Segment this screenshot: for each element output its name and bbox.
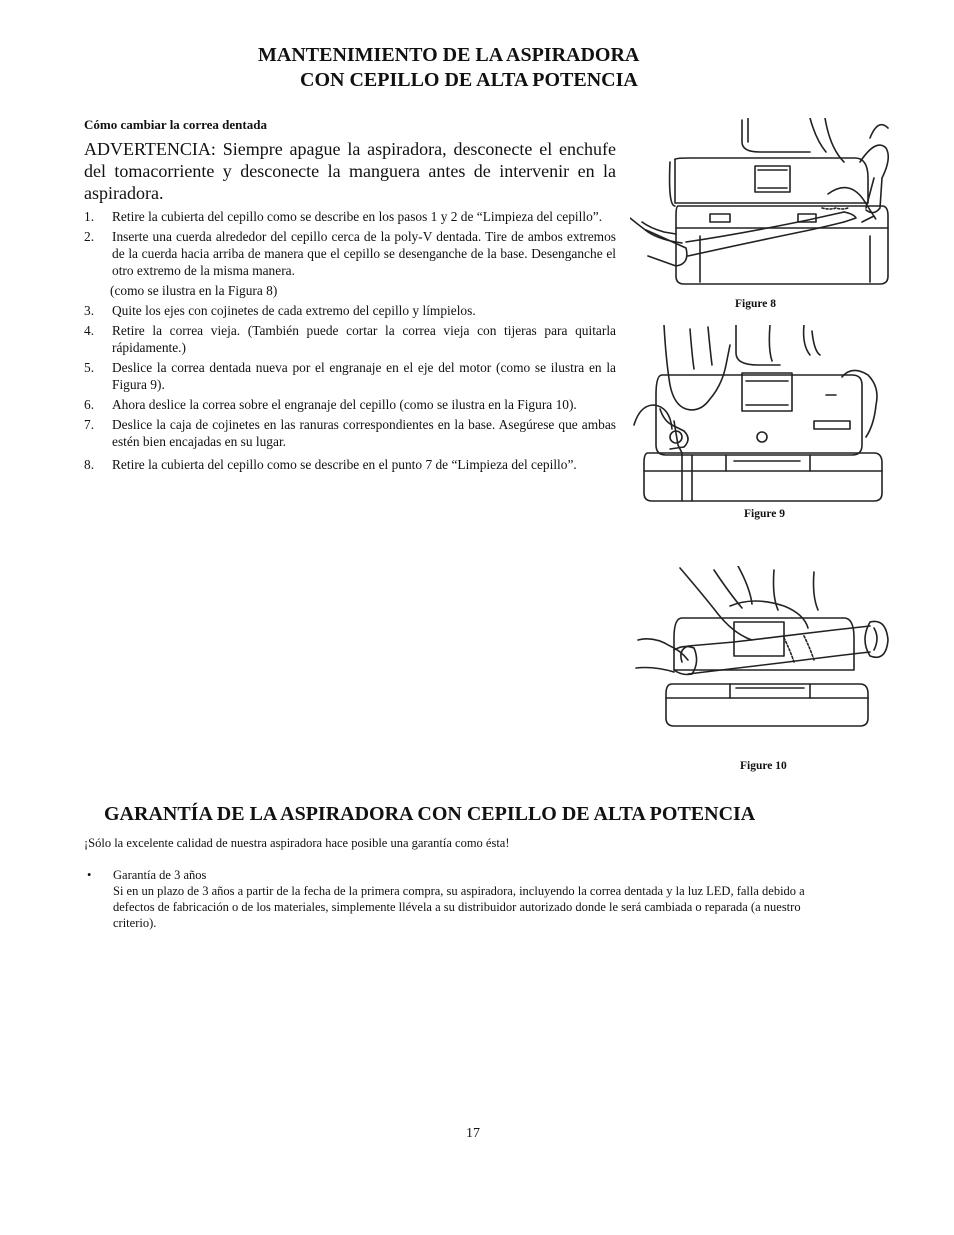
page-title-line-2: CON CEPILLO DE ALTA POTENCIA — [300, 69, 638, 91]
figure-9-caption: Figure 9 — [744, 508, 785, 520]
step-text: Quite los ejes con cojinetes de cada extremo del cepillo y límpielos. — [112, 303, 476, 318]
step-number: 5. — [84, 360, 95, 375]
vacuum-brush-removal-illustration-icon — [630, 118, 902, 286]
step-item — [84, 302, 616, 319]
page-title — [258, 43, 718, 93]
step-text: Retire la correa vieja. (También puede cortar la correa vieja con tijeras para quitarla rápidamente.) — [112, 323, 616, 355]
step-text: Deslice la caja de cojinetes en las ranuras correspondientes en la base. Asegúrese que ambas estén bien encajadas en su lugar. — [112, 417, 616, 449]
step-number: 2. — [84, 229, 95, 244]
warranty-item-title: Garantía de 3 años — [113, 868, 207, 882]
step-number: 7. — [84, 417, 95, 432]
page-number: 17 — [466, 1126, 480, 1141]
figure-8-caption: Figure 8 — [735, 298, 776, 310]
step-note: (como se ilustra en la Figura 8) — [110, 283, 278, 298]
step-text: Ahora deslice la correa sobre el engranaje del cepillo (como se ilustra en la Figura 10). — [112, 397, 577, 412]
step-number: 1. — [84, 209, 95, 224]
step-number: 4. — [84, 323, 95, 338]
figure-9 — [630, 325, 902, 507]
step-text: Retire la cubierta del cepillo como se describe en los pasos 1 y 2 de “Limpieza del cepillo”. — [112, 209, 603, 224]
steps-list — [84, 208, 616, 476]
step-text: Deslice la correa dentada nueva por el engranaje en el eje del motor (como se ilustra en la Figura 9). — [112, 360, 616, 392]
step-number: 8. — [84, 457, 95, 472]
warranty-item — [84, 867, 844, 931]
warranty-title: GARANTÍA DE LA ASPIRADORA CON CEPILLO DE ALTA POTENCIA — [104, 803, 756, 825]
step-item — [84, 208, 616, 225]
bullet-icon: • — [87, 868, 92, 882]
step-item — [84, 359, 616, 393]
figure-10 — [634, 566, 902, 731]
vacuum-motor-belt-illustration-icon — [630, 325, 902, 507]
step-number: 6. — [84, 397, 95, 412]
step-number: 3. — [84, 303, 95, 318]
step-item — [84, 416, 616, 450]
vacuum-brush-belt-illustration-icon — [634, 566, 902, 731]
figure-8 — [630, 118, 902, 286]
warning-paragraph — [84, 138, 616, 204]
belt-subheading: Cómo cambiar la correa dentada — [84, 117, 267, 132]
warranty-item-text: Si en un plazo de 3 años a partir de la fecha de la primera compra, su aspiradora, incluyendo la correa dentada y la luz LED, falla debido a defectos de fabricación o de los materiales, simplemente llévela a su distribuidor autorizado donde le será cambiada o reparada (a nuestro criterio). — [113, 884, 805, 930]
page-title-line-1: MANTENIMIENTO DE LA ASPIRADORA — [258, 44, 640, 66]
step-text: Inserte una cuerda alrededor del cepillo cerca de la poly-V dentada. Tire de ambos extremos de la cuerda hacia arriba de manera que el cepillo se desenganche de la base. Desenganche el otro extremo de la misma manera. — [112, 229, 616, 278]
step-item — [84, 322, 616, 356]
warranty-intro: ¡Sólo la excelente calidad de nuestra aspiradora hace posible una garantía como ésta! — [84, 836, 510, 850]
figure-10-caption: Figure 10 — [740, 760, 787, 772]
step-item — [84, 396, 616, 413]
warning-label: ADVERTENCIA — [84, 139, 211, 159]
step-item — [84, 456, 616, 473]
warning-text: : Siempre apague la aspiradora, desconecte el enchufe del tomacorriente y desconecte la manguera antes de intervenir en la aspiradora. — [84, 139, 616, 203]
step-item — [84, 228, 616, 299]
step-text: Retire la cubierta del cepillo como se describe en el punto 7 de “Limpieza del cepillo”. — [112, 457, 577, 472]
